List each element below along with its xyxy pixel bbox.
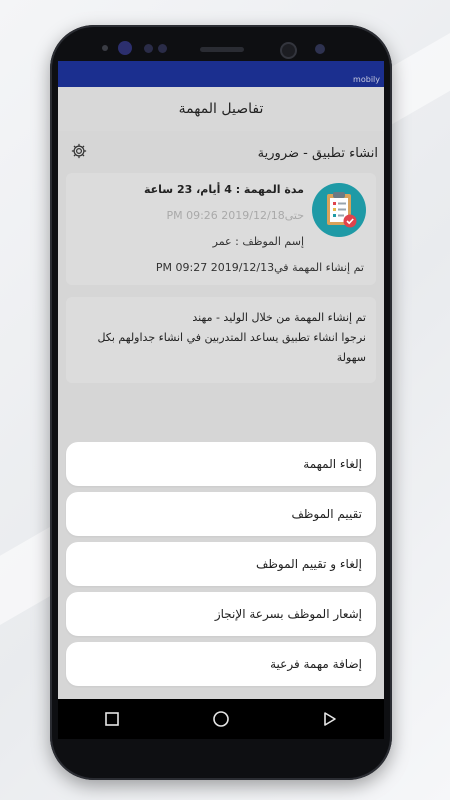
earpiece-speaker — [200, 47, 244, 52]
sensor-dot — [102, 45, 108, 51]
option-label: إلغاء المهمة — [303, 457, 362, 471]
clipboard-icon — [312, 183, 366, 237]
sensor-dot — [158, 44, 167, 53]
cancel-and-rate-button[interactable] — [66, 542, 376, 586]
page-title: تفاصيل المهمة — [178, 101, 264, 117]
carrier-label: mobily — [353, 75, 380, 84]
task-description-card — [66, 297, 376, 383]
option-label: تقييم الموظف — [291, 507, 362, 521]
description-line: نرجوا انشاء تطبيق يساعد المتدربين في انشاء جداولهم بكل — [97, 331, 366, 344]
task-deadline: حتى2019/12/18 09:26 PM — [166, 209, 304, 222]
task-created-at: تم إنشاء المهمة في2019/12/13 09:27 PM — [155, 261, 364, 274]
option-label: إشعار الموظف بسرعة الإنجاز — [214, 607, 362, 621]
gear-icon[interactable] — [70, 142, 88, 164]
add-subtask-button[interactable] — [66, 642, 376, 686]
task-details-content — [58, 131, 384, 699]
front-camera-icon — [118, 41, 132, 55]
status-bar — [58, 61, 384, 87]
action-sheet — [66, 442, 376, 692]
cancel-task-button[interactable] — [66, 442, 376, 486]
sensor-dot — [315, 44, 325, 54]
option-label: إضافة مهمة فرعية — [270, 657, 362, 671]
description-line: سهولة — [336, 351, 366, 364]
app-screen — [58, 61, 384, 699]
triangle-icon[interactable] — [319, 708, 341, 730]
notify-employee-button[interactable] — [66, 592, 376, 636]
task-summary-card — [66, 173, 376, 285]
rate-employee-button[interactable] — [66, 492, 376, 536]
task-name: انشاء تطبيق - ضرورية — [257, 145, 378, 161]
option-label: إلغاء و تقييم الموظف — [255, 557, 362, 571]
app-bar — [58, 87, 384, 131]
sensor-dot — [144, 44, 153, 53]
employee-name: إسم الموظف : عمر — [212, 235, 304, 248]
task-title-row — [58, 141, 384, 165]
square-icon[interactable] — [101, 708, 123, 730]
task-duration: مدة المهمة : 4 أيام، 23 ساعة — [143, 183, 304, 196]
description-line: تم إنشاء المهمة من خلال الوليد - مهند — [192, 311, 366, 324]
system-nav-bar — [58, 699, 384, 739]
camera-lens-icon — [280, 42, 297, 59]
circle-icon[interactable] — [210, 708, 232, 730]
